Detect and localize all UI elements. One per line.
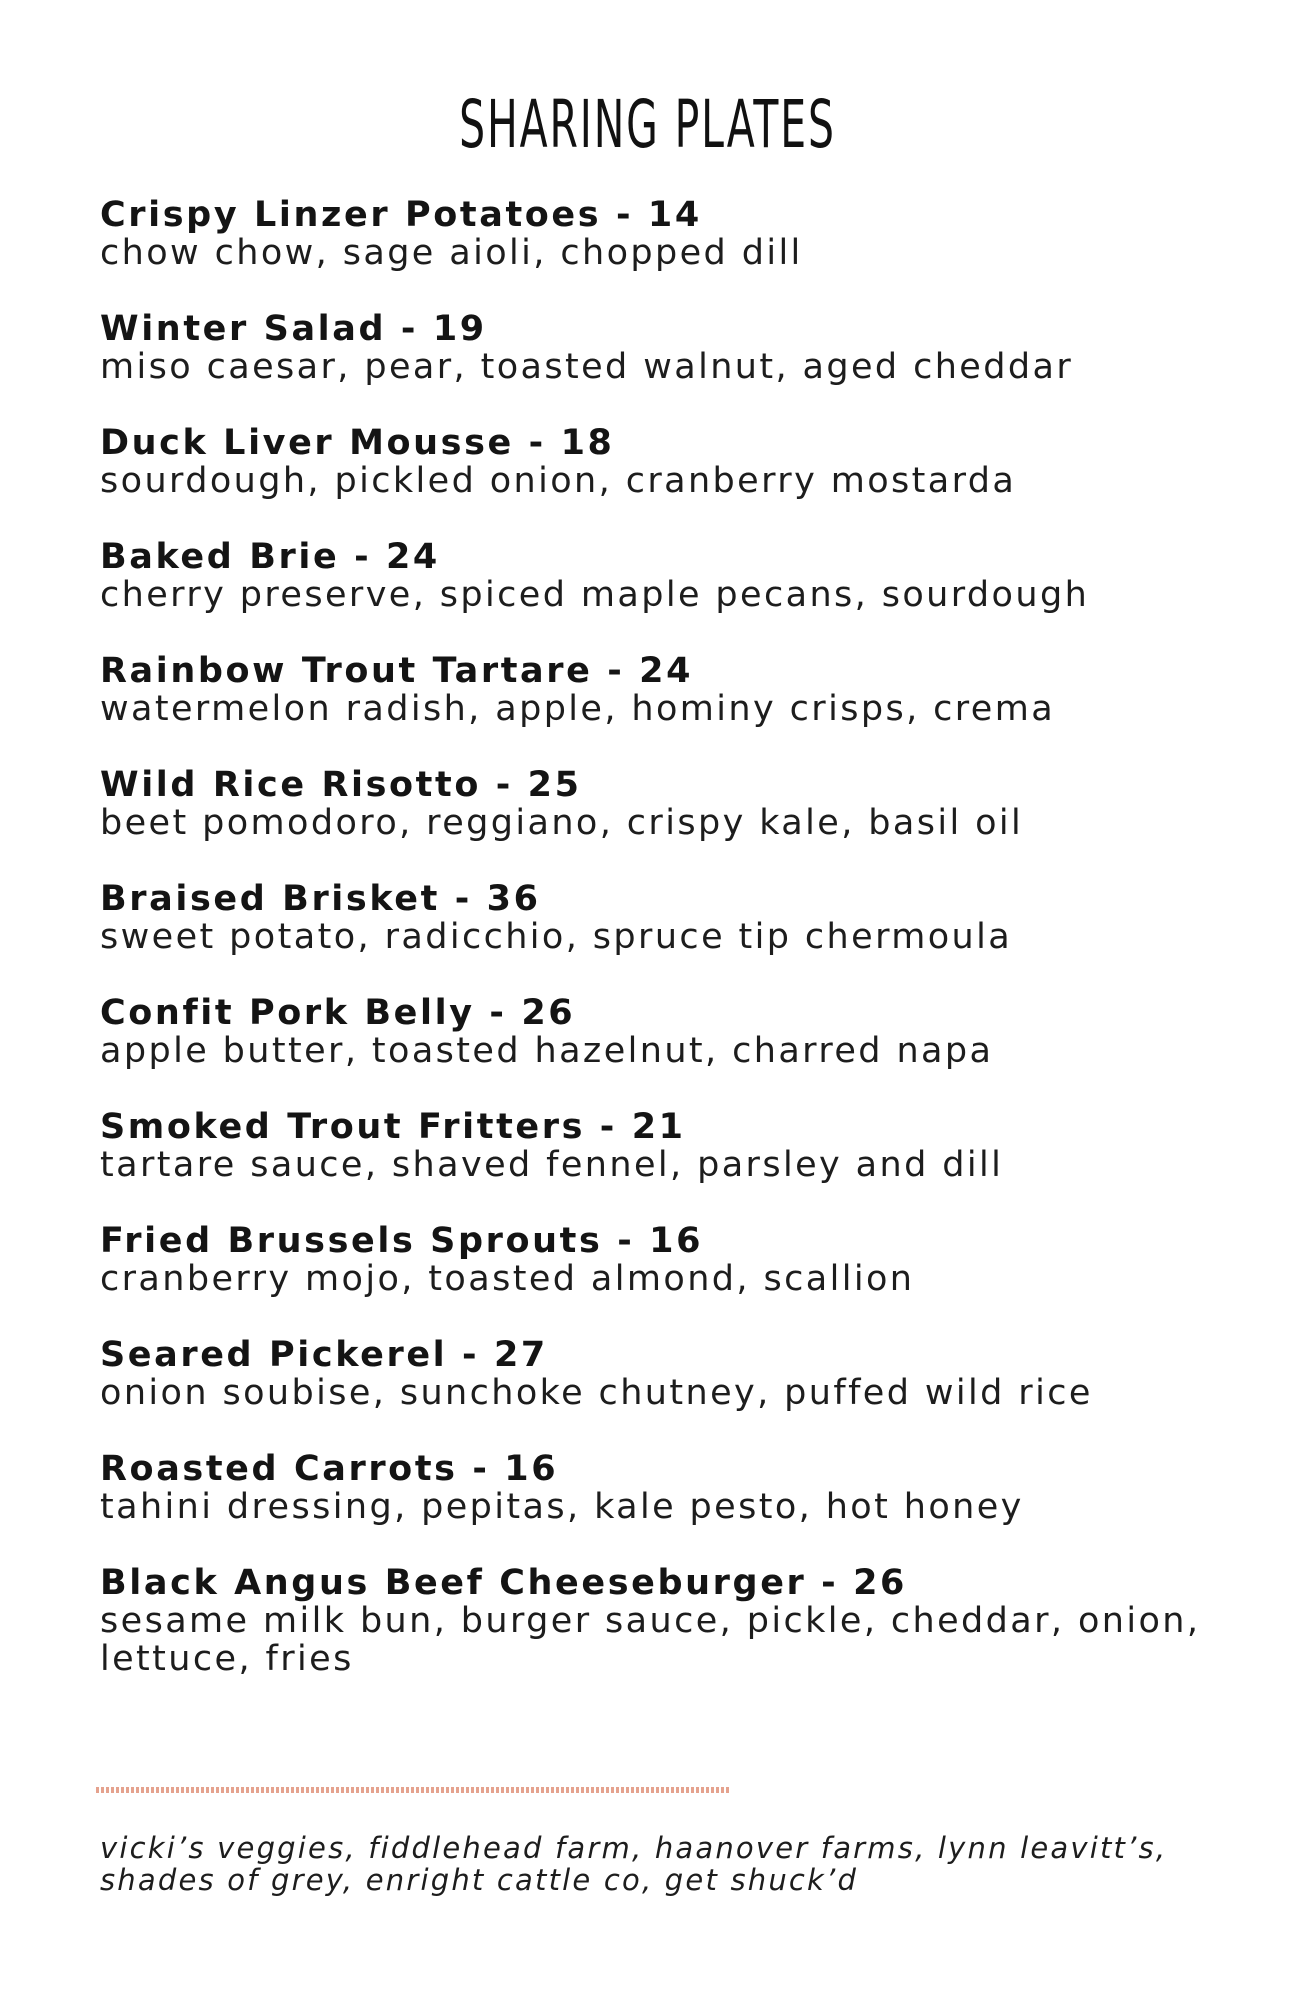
menu-item-heading: Black Angus Beef Cheeseburger - 26 <box>100 1563 907 1603</box>
menu-item-heading: Duck Liver Mousse - 18 <box>100 423 615 463</box>
section-divider <box>96 1787 729 1793</box>
menu-item <box>100 1450 1230 1526</box>
menu-item-description: sourdough, pickled onion, cranberry mostarda <box>100 461 1017 501</box>
menu-item-heading: Braised Brisket - 36 <box>100 879 541 919</box>
menu-item-description: onion soubise, sunchoke chutney, puffed wild rice <box>100 1373 1093 1413</box>
menu-item <box>100 994 1230 1070</box>
menu-list <box>100 196 1230 1716</box>
menu-item-heading: Winter Salad - 19 <box>100 309 487 349</box>
menu-item-heading: Baked Brie - 24 <box>100 537 440 577</box>
menu-title: SHARING PLATES <box>459 86 836 163</box>
menu-item-description: miso caesar, pear, toasted walnut, aged cheddar <box>100 347 1074 387</box>
menu-item <box>100 652 1230 728</box>
menu-item <box>100 766 1230 842</box>
menu-item-description: watermelon radish, apple, hominy crisps, crema <box>100 689 1056 729</box>
menu-item-heading: Crispy Linzer Potatoes - 14 <box>100 195 702 235</box>
menu-item <box>100 1222 1230 1298</box>
menu-item-heading: Rainbow Trout Tartare - 24 <box>100 651 694 691</box>
menu-item <box>100 1336 1230 1412</box>
menu-item-heading: Wild Rice Risotto - 25 <box>100 765 582 805</box>
menu-item <box>100 310 1230 386</box>
menu-item-description: apple butter, toasted hazelnut, charred napa <box>100 1031 994 1071</box>
menu-item-description: beet pomodoro, reggiano, crispy kale, basil oil <box>100 803 1024 843</box>
menu-item-description: cranberry mojo, toasted almond, scallion <box>100 1259 915 1299</box>
menu-item <box>100 196 1230 272</box>
menu-item-heading: Confit Pork Belly - 26 <box>100 993 576 1033</box>
menu-item-description: tahini dressing, pepitas, kale pesto, hot honey <box>100 1487 1024 1527</box>
menu-item <box>100 538 1230 614</box>
menu-item <box>100 1564 1230 1678</box>
farm-credits: vicki’s veggies, fiddlehead farm, haanover farms, lynn leavitt’s, shades of grey, enright cattle co, get shuck’d <box>100 1831 1168 1897</box>
menu-item-heading: Roasted Carrots - 16 <box>100 1449 559 1489</box>
menu-item <box>100 880 1230 956</box>
menu-item <box>100 1108 1230 1184</box>
menu-item-description: cherry preserve, spiced maple pecans, sourdough <box>100 575 1090 615</box>
menu-item-heading: Seared Pickerel - 27 <box>100 1335 548 1375</box>
menu-item-heading: Smoked Trout Fritters - 21 <box>100 1107 686 1147</box>
menu-item <box>100 424 1230 500</box>
menu-item-description: tartare sauce, shaved fennel, parsley and dill <box>100 1145 1004 1185</box>
menu-item-description: sweet potato, radicchio, spruce tip chermoula <box>100 917 1013 957</box>
menu-item-description: sesame milk bun, burger sauce, pickle, cheddar, onion, lettuce, fries <box>100 1601 1201 1679</box>
menu-item-heading: Fried Brussels Sprouts - 16 <box>100 1221 704 1261</box>
menu-item-description: chow chow, sage aioli, chopped dill <box>100 233 803 273</box>
